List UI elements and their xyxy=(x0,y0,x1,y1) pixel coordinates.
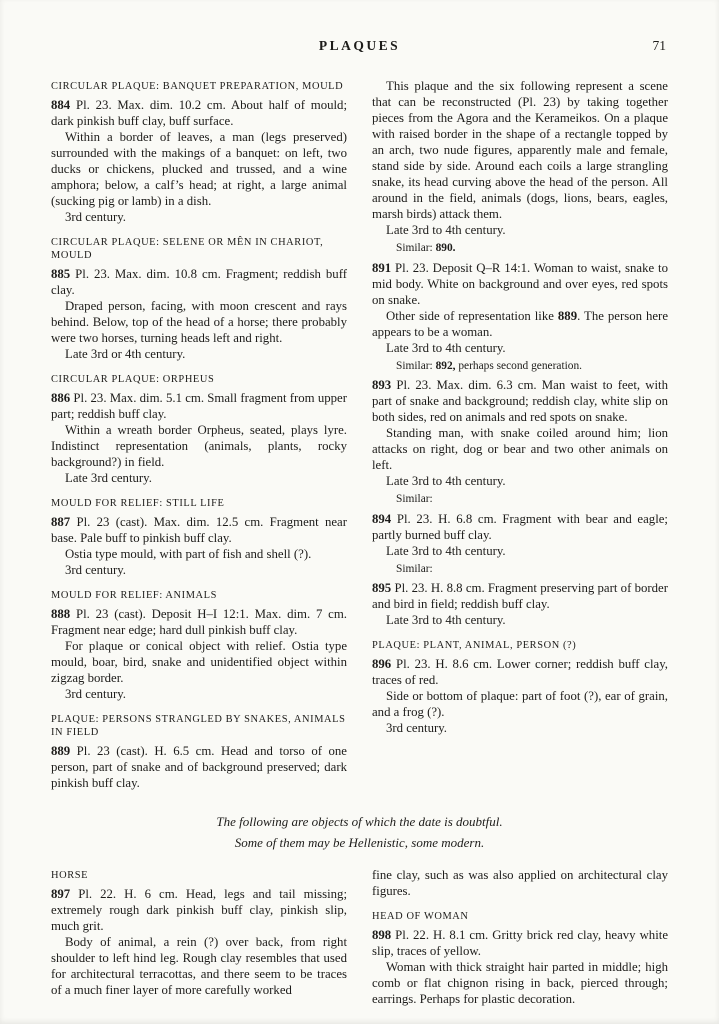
paragraph: Body of animal, a rein (?) over back, from right shoulder to left hind leg. Rough clay resembles that used for architectural terracottas, and there seem to be traces of a much finer layer of more carefully worked xyxy=(51,935,347,997)
paragraph: Late 3rd century. xyxy=(65,471,152,485)
paragraph: This plaque and the six following represent a scene that can be reconstructed (Pl. 23) by taking together pieces from the Agora and the Kerameikos. On a plaque with raised border in the shape of a rectangle topped by an arch, two nude figures, apparently male and female, stand side by side. Around each coils a large strangling snake, its head curving above the head of the person. All around in the field, animals (dogs, lions, bears, eagles, marsh birds) attack them. xyxy=(372,79,668,221)
paragraph: Late 3rd to 4th century. xyxy=(386,543,506,558)
paragraph: Other side of representation like 889. The person here appears to be a woman. xyxy=(372,308,668,339)
top-right-column xyxy=(372,78,668,791)
catalog-entry: 896 Pl. 23. H. 8.6 cm. Lower corner; reddish buff clay, traces of red. xyxy=(372,657,668,687)
paragraph: 3rd century. xyxy=(386,721,447,735)
similar-note: Similar: xyxy=(396,562,433,575)
paragraph: Draped person, facing, with moon crescent and rays behind. Below, top of the head of a horse; there probably were two horses, turning heads left and right. xyxy=(51,299,347,345)
paragraph: Late 3rd to 4th century. xyxy=(386,474,506,488)
catalog-heading: HEAD OF WOMAN xyxy=(372,911,469,922)
catalog-entry: 885 Pl. 23. Max. dim. 10.8 cm. Fragment; reddish buff clay. xyxy=(51,267,347,297)
catalog-entry: 886 Pl. 23. Max. dim. 5.1 cm. Small fragment from upper part; reddish buff clay. xyxy=(51,391,347,421)
paragraph: 3rd century. xyxy=(65,563,126,577)
bottom-right-column xyxy=(372,867,668,1007)
page-number: 71 xyxy=(652,38,666,53)
paragraph: Within a border of leaves, a man (legs preserved) surrounded with the makings of a banquet: on left, two ducks or chickens, plucked and trussed, and a wine amphora; below, a calf’s head; at right, a large animal (sucking pig or lamb) in a dish. xyxy=(51,130,347,208)
top-section xyxy=(51,78,668,791)
paragraph: Late 3rd to 4th century. xyxy=(386,223,506,237)
catalog-heading: HORSE xyxy=(51,870,89,881)
catalog-heading: PLAQUE: PLANT, ANIMAL, PERSON (?) xyxy=(372,640,577,651)
section-note-line-2: Some of them may be Hellenistic, some modern. xyxy=(234,835,485,850)
catalog-entry: 889 Pl. 23 (cast). H. 6.5 cm. Head and torso of one person, part of snake and of background preserved; dark pinkish buff clay. xyxy=(51,744,347,790)
bottom-left-column xyxy=(51,867,347,1007)
paragraph: Within a wreath border Orpheus, seated, plays lyre. Indistinct representation (animals, plants, rocky background?) in field. xyxy=(51,423,347,469)
paragraph-continuation: fine clay, such as was also applied on architectural clay figures. xyxy=(372,868,668,898)
paragraph: 3rd century. xyxy=(65,210,126,224)
similar-note: Similar: xyxy=(396,493,433,505)
catalog-entry: 888 Pl. 23 (cast). Deposit H–I 12:1. Max. dim. 7 cm. Fragment near edge; hard dull pinkish buff clay. xyxy=(51,607,347,637)
catalog-heading: MOULD FOR RELIEF: STILL LIFE xyxy=(51,498,225,509)
paragraph: For plaque or conical object with relief. Ostia type mould, boar, bird, snake and unidentified object within zigzag border. xyxy=(51,639,347,685)
catalog-entry: 891 Pl. 23. Deposit Q–R 14:1. Woman to waist, snake to mid body. White on background and over eyes, red spots on snake. xyxy=(372,260,668,307)
catalog-entry: 898 Pl. 22. H. 8.1 cm. Gritty brick red clay, heavy white slip, traces of yellow. xyxy=(372,928,668,958)
catalog-heading: PLAQUE: PERSONS STRANGLED BY SNAKES, ANIMALS IN FIELD xyxy=(51,714,346,738)
catalog-heading: MOULD FOR RELIEF: ANIMALS xyxy=(51,590,217,601)
catalog-entry: 897 Pl. 22. H. 6 cm. Head, legs and tail missing; extremely rough dark pinkish buff clay, pinkish slip, much grit. xyxy=(51,887,347,933)
catalog-entry: 884 Pl. 23. Max. dim. 10.2 cm. About half of mould; dark pinkish buff clay, buff surface. xyxy=(51,98,347,128)
paragraph: Late 3rd to 4th century. xyxy=(386,340,506,355)
paragraph: Woman with thick straight hair parted in middle; high comb or flat chignon rising in back, pierced through; earrings. Perhaps for plastic decoration. xyxy=(372,960,668,1006)
paragraph: 3rd century. xyxy=(65,687,126,701)
paragraph: Late 3rd to 4th century. xyxy=(386,613,506,627)
running-head-title: PLAQUES xyxy=(318,38,401,53)
catalog-entry: 893 Pl. 23. Max. dim. 6.3 cm. Man waist to feet, with part of snake and background; reddish clay, white slip on both sides, red on animals and red spots on snake. xyxy=(372,378,668,424)
catalog-entry: 895 Pl. 23. H. 8.8 cm. Fragment preserving part of border and bird in field; reddish buff clay. xyxy=(372,581,668,611)
paragraph: Standing man, with snake coiled around him; lion attacks on right, dog or bear and two other animals on left. xyxy=(372,426,668,472)
bottom-section xyxy=(51,867,668,1007)
catalog-heading: CIRCULAR PLAQUE: ORPHEUS xyxy=(51,374,215,385)
paragraph: Side or bottom of plaque: part of foot (?), ear of grain, and a frog (?). xyxy=(372,689,668,719)
catalog-entry: 894 Pl. 23. H. 6.8 cm. Fragment with bear and eagle; partly burned buff clay. xyxy=(372,511,668,542)
catalog-heading: CIRCULAR PLAQUE: BANQUET PREPARATION, MOULD xyxy=(51,81,344,92)
top-left-column xyxy=(51,78,347,791)
paragraph: Ostia type mould, with part of fish and shell (?). xyxy=(65,547,312,561)
similar-note: Similar: 892, perhaps second generation. xyxy=(396,359,583,372)
similar-note: Similar: 890. xyxy=(396,242,456,254)
paragraph: Late 3rd or 4th century. xyxy=(65,347,186,361)
section-note xyxy=(51,811,668,853)
catalog-entry: 887 Pl. 23 (cast). Max. dim. 12.5 cm. Fragment near base. Pale buff to pinkish buff clay. xyxy=(51,515,347,545)
running-header xyxy=(51,38,668,56)
catalog-heading: CIRCULAR PLAQUE: SELENE OR MÊN IN CHARIOT, MOULD xyxy=(51,237,324,261)
section-note-line-1: The following are objects of which the date is doubtful. xyxy=(216,814,503,829)
